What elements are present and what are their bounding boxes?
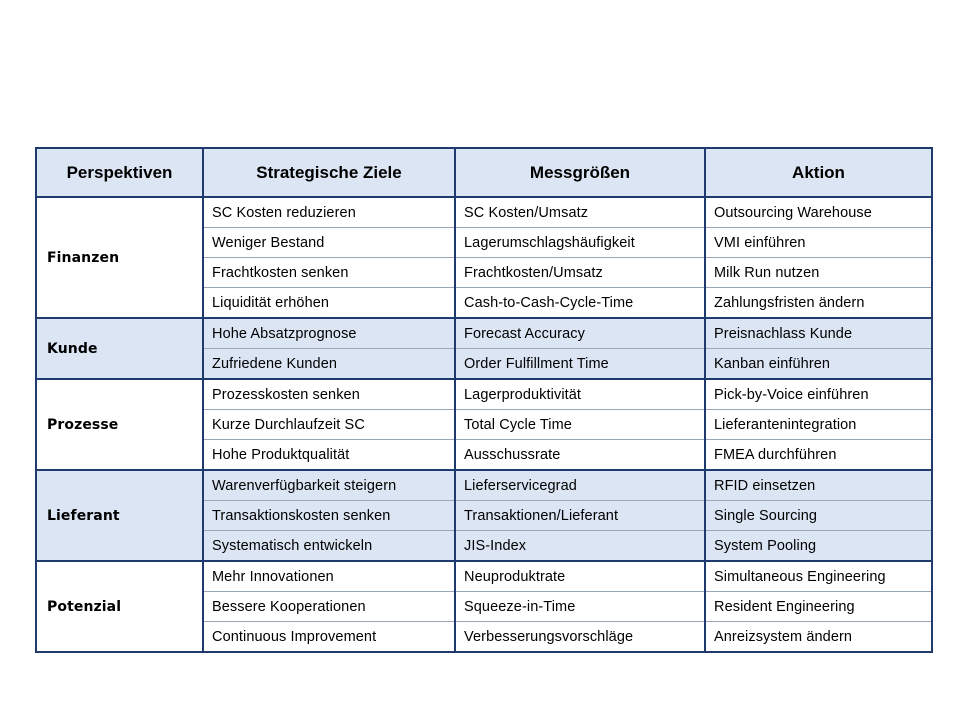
metric-cell: Lagerumschlagshäufigkeit xyxy=(455,228,705,258)
goal-cell: Liquidität erhöhen xyxy=(203,288,455,319)
group-lieferant xyxy=(36,470,932,561)
header-row xyxy=(36,148,932,197)
metric-cell: Lieferservicegrad xyxy=(455,470,705,501)
group-prozesse xyxy=(36,379,932,470)
action-cell: System Pooling xyxy=(705,531,932,562)
table-header xyxy=(36,148,932,197)
metric-cell: Total Cycle Time xyxy=(455,410,705,440)
table-row xyxy=(36,197,932,228)
metric-cell: Order Fulfillment Time xyxy=(455,349,705,380)
perspective-cell: Finanzen xyxy=(36,197,203,318)
action-cell: Pick-by-Voice einführen xyxy=(705,379,932,410)
action-cell: Resident Engineering xyxy=(705,592,932,622)
goal-cell: SC Kosten reduzieren xyxy=(203,197,455,228)
goal-cell: Warenverfügbarkeit steigern xyxy=(203,470,455,501)
goal-cell: Bessere Kooperationen xyxy=(203,592,455,622)
metric-cell: Verbesserungsvorschläge xyxy=(455,622,705,653)
perspective-cell: Lieferant xyxy=(36,470,203,561)
table-row xyxy=(36,379,932,410)
action-cell: FMEA durchführen xyxy=(705,440,932,471)
header-strategische-ziele: Strategische Ziele xyxy=(203,148,455,197)
action-cell: RFID einsetzen xyxy=(705,470,932,501)
metric-cell: Neuproduktrate xyxy=(455,561,705,592)
action-cell: Kanban einführen xyxy=(705,349,932,380)
action-cell: Milk Run nutzen xyxy=(705,258,932,288)
goal-cell: Hohe Produktqualität xyxy=(203,440,455,471)
group-finanzen xyxy=(36,197,932,318)
balanced-scorecard-table xyxy=(35,147,933,653)
metric-cell: JIS-Index xyxy=(455,531,705,562)
header-perspektiven: Perspektiven xyxy=(36,148,203,197)
header-aktion: Aktion xyxy=(705,148,932,197)
table-row xyxy=(36,561,932,592)
action-cell: VMI einführen xyxy=(705,228,932,258)
table-row xyxy=(36,470,932,501)
goal-cell: Prozesskosten senken xyxy=(203,379,455,410)
action-cell: Zahlungsfristen ändern xyxy=(705,288,932,319)
metric-cell: Cash-to-Cash-Cycle-Time xyxy=(455,288,705,319)
goal-cell: Systematisch entwickeln xyxy=(203,531,455,562)
goal-cell: Mehr Innovationen xyxy=(203,561,455,592)
metric-cell: SC Kosten/Umsatz xyxy=(455,197,705,228)
action-cell: Outsourcing Warehouse xyxy=(705,197,932,228)
group-potenzial xyxy=(36,561,932,652)
goal-cell: Zufriedene Kunden xyxy=(203,349,455,380)
goal-cell: Kurze Durchlaufzeit SC xyxy=(203,410,455,440)
goal-cell: Continuous Improvement xyxy=(203,622,455,653)
metric-cell: Forecast Accuracy xyxy=(455,318,705,349)
perspective-cell: Kunde xyxy=(36,318,203,379)
action-cell: Preisnachlass Kunde xyxy=(705,318,932,349)
table-row xyxy=(36,318,932,349)
header-messgroessen: Messgrößen xyxy=(455,148,705,197)
goal-cell: Transaktionskosten senken xyxy=(203,501,455,531)
perspective-cell: Potenzial xyxy=(36,561,203,652)
metric-cell: Squeeze-in-Time xyxy=(455,592,705,622)
metric-cell: Frachtkosten/Umsatz xyxy=(455,258,705,288)
action-cell: Anreizsystem ändern xyxy=(705,622,932,653)
action-cell: Single Sourcing xyxy=(705,501,932,531)
group-kunde xyxy=(36,318,932,379)
action-cell: Lieferantenintegration xyxy=(705,410,932,440)
perspective-cell: Prozesse xyxy=(36,379,203,470)
metric-cell: Ausschussrate xyxy=(455,440,705,471)
metric-cell: Lagerproduktivität xyxy=(455,379,705,410)
action-cell: Simultaneous Engineering xyxy=(705,561,932,592)
goal-cell: Frachtkosten senken xyxy=(203,258,455,288)
goal-cell: Hohe Absatzprognose xyxy=(203,318,455,349)
metric-cell: Transaktionen/Lieferant xyxy=(455,501,705,531)
goal-cell: Weniger Bestand xyxy=(203,228,455,258)
